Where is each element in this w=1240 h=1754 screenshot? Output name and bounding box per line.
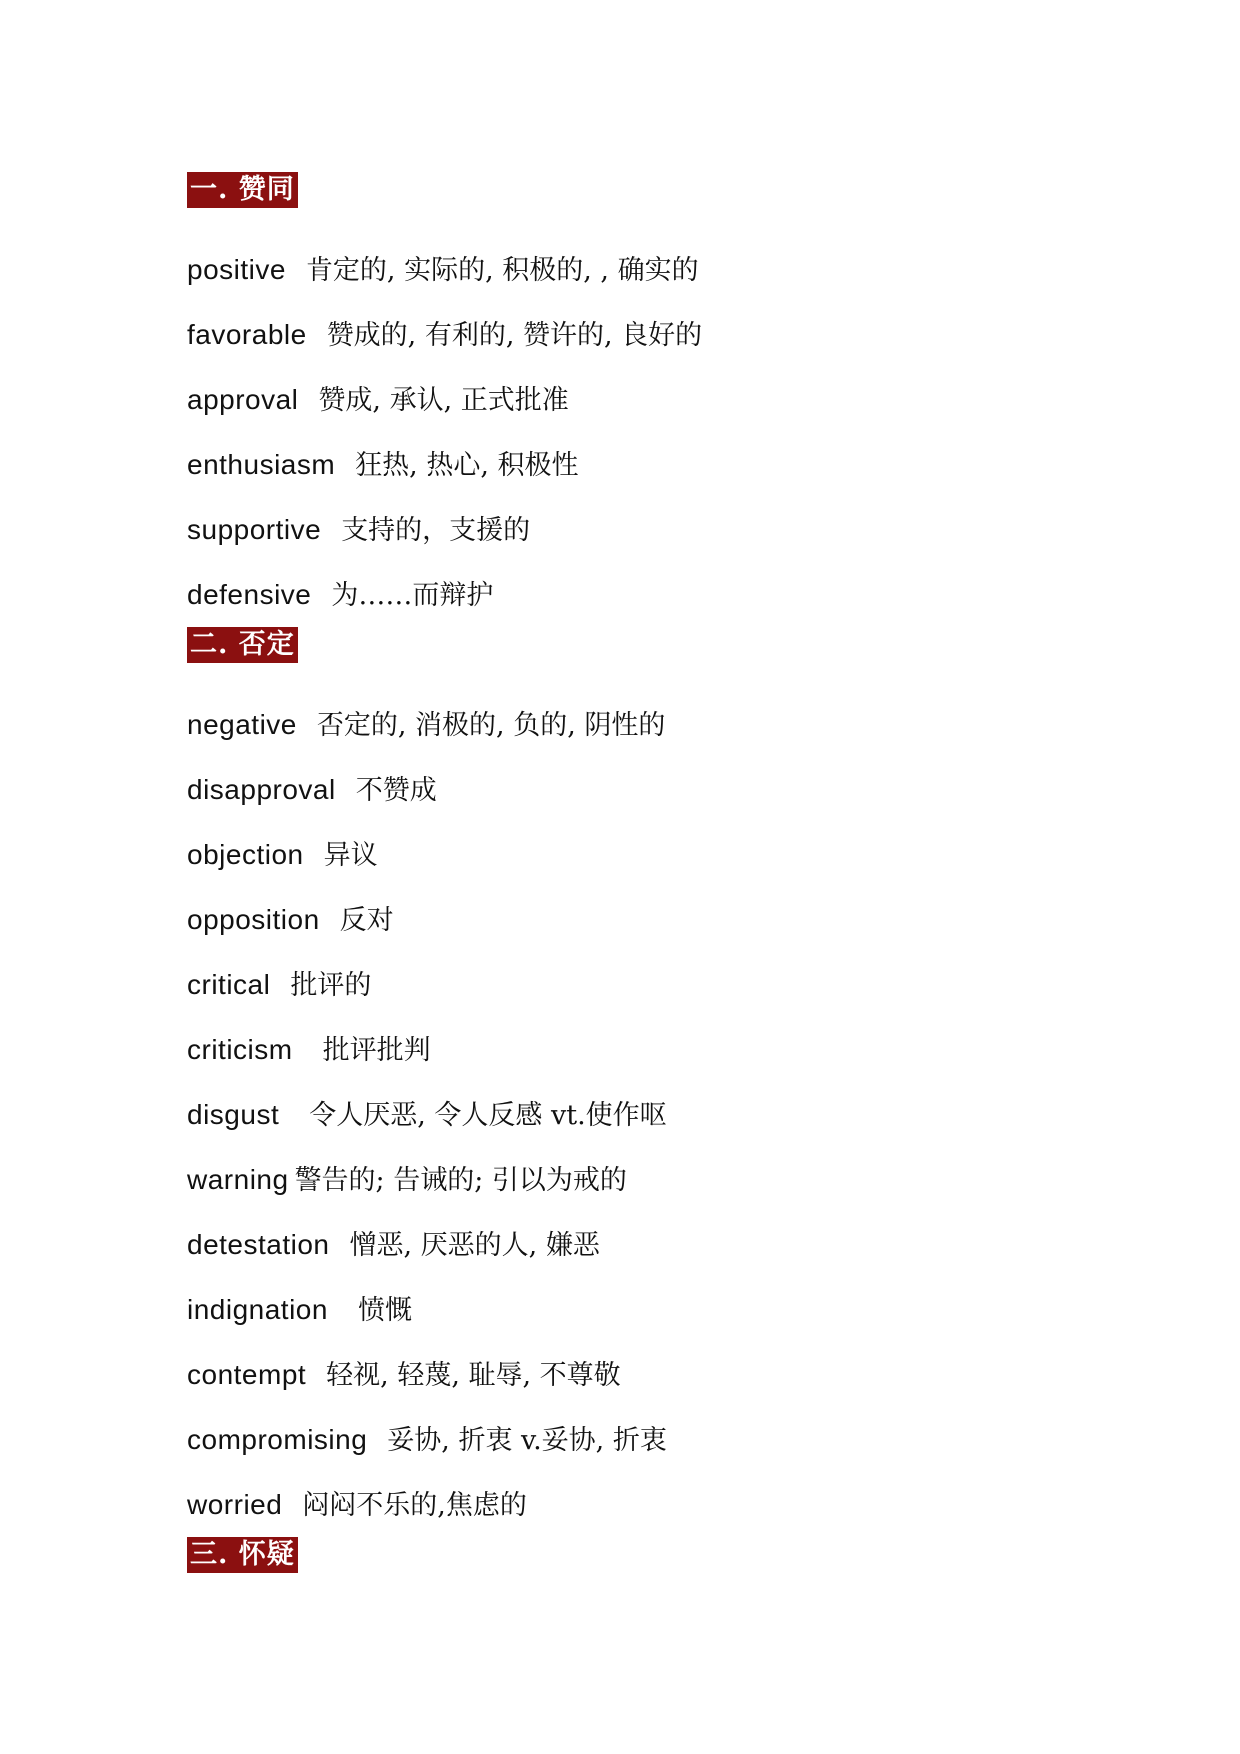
vocab-word: supportive: [187, 514, 322, 545]
vocab-word: compromising: [187, 1424, 368, 1455]
vocab-entry-detestation: [187, 1212, 1187, 1277]
vocab-entry-negative: [187, 692, 1187, 757]
vocab-gloss: 狂热, 热心, 积极性: [355, 450, 579, 481]
vocab-gloss: 反对: [339, 905, 394, 936]
vocab-word: detestation: [187, 1229, 330, 1260]
vocab-gloss: 批评批判: [322, 1035, 431, 1066]
vocab-entry-disgust: [187, 1082, 1187, 1147]
section-heading-doubt: 三. 怀疑: [187, 1537, 298, 1573]
vocab-entry-contempt: [187, 1342, 1187, 1407]
vocab-entry-worried: [187, 1472, 1187, 1537]
section-heading-approval: 一. 赞同: [187, 172, 298, 208]
vocab-word: warning: [187, 1164, 289, 1195]
vocab-gloss: 妥协, 折衷 v.妥协, 折衷: [387, 1425, 667, 1456]
section-3: [187, 1537, 1187, 1602]
section-heading-negation: 二. 否定: [187, 627, 298, 663]
vocab-entry-enthusiasm: [187, 432, 1187, 497]
vocab-word: negative: [187, 709, 297, 740]
vocab-word: disgust: [187, 1099, 280, 1130]
vocab-word: defensive: [187, 579, 312, 610]
vocab-entry-positive: [187, 237, 1187, 302]
vocab-gloss: 肯定的, 实际的, 积极的, , 确实的: [305, 255, 699, 286]
vocab-word: positive: [187, 254, 286, 285]
vocab-entry-disapproval: [187, 757, 1187, 822]
vocab-entry-objection: [187, 822, 1187, 887]
vocab-gloss: 否定的, 消极的, 负的, 阴性的: [316, 710, 666, 741]
vocab-entry-indignation: [187, 1277, 1187, 1342]
vocab-entry-supportive: [187, 497, 1187, 562]
vocab-word: opposition: [187, 904, 320, 935]
vocab-word: objection: [187, 839, 304, 870]
vocab-word: indignation: [187, 1294, 328, 1325]
vocab-entry-defensive: [187, 562, 1187, 627]
vocab-gloss: 闷闷不乐的,焦虑的: [302, 1490, 527, 1521]
vocab-word: criticism: [187, 1034, 293, 1065]
vocab-entry-warning: [187, 1147, 1187, 1212]
vocab-word: critical: [187, 969, 271, 1000]
vocab-word: enthusiasm: [187, 449, 336, 480]
vocab-gloss: 批评的: [290, 970, 372, 1001]
vocab-entry-criticism: [187, 1017, 1187, 1082]
vocab-word: disapproval: [187, 774, 336, 805]
document-page: [187, 172, 1187, 1602]
vocab-gloss: 为……而辩护: [331, 580, 494, 611]
vocab-word: favorable: [187, 319, 307, 350]
vocab-gloss: 异议: [323, 840, 378, 871]
vocab-gloss: 愤慨: [357, 1295, 412, 1326]
vocab-gloss: 轻视, 轻蔑, 耻辱, 不尊敬: [326, 1360, 621, 1391]
vocab-gloss: 赞成的, 有利的, 赞许的, 良好的: [326, 320, 703, 351]
section-1: [187, 172, 1187, 237]
vocab-gloss: 不赞成: [355, 775, 437, 806]
vocab-word: approval: [187, 384, 299, 415]
vocab-entry-approval: [187, 367, 1187, 432]
vocab-entry-critical: [187, 952, 1187, 1017]
vocab-gloss: 赞成, 承认, 正式批准: [318, 385, 569, 416]
vocab-gloss: 憎恶, 厌恶的人, 嫌恶: [349, 1230, 600, 1261]
section-2: [187, 627, 1187, 692]
vocab-gloss: 警告的; 告诫的; 引以为戒的: [294, 1165, 627, 1196]
vocab-gloss: 支持的，支援的: [341, 515, 531, 546]
vocab-word: worried: [187, 1489, 283, 1520]
vocab-entry-compromising: [187, 1407, 1187, 1472]
vocab-gloss: 令人厌恶, 令人反感 vt.使作呕: [309, 1100, 667, 1131]
vocab-entry-opposition: [187, 887, 1187, 952]
vocab-word: contempt: [187, 1359, 307, 1390]
vocab-entry-favorable: [187, 302, 1187, 367]
